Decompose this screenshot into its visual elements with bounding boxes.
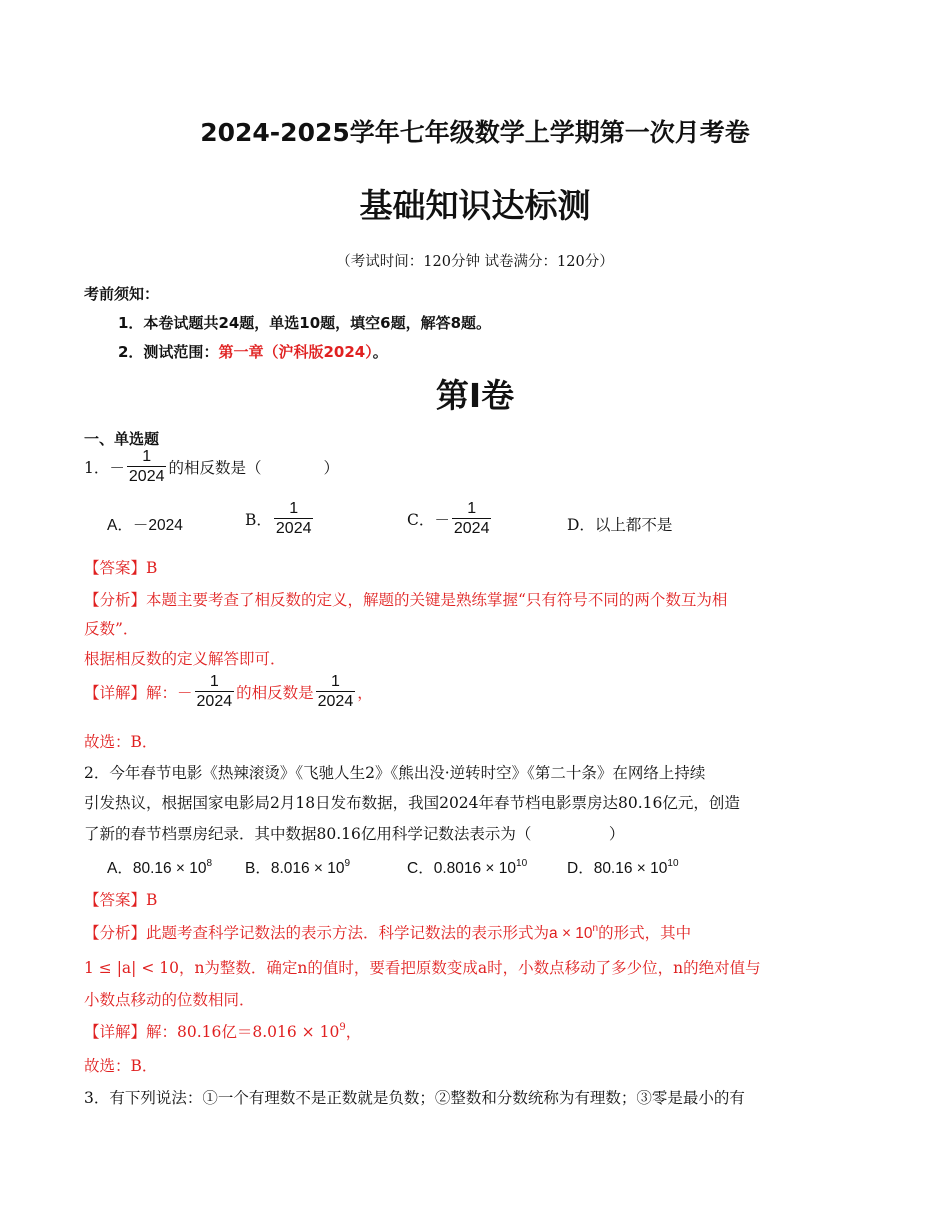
q1-d2-den: 2024	[317, 693, 354, 710]
q1-b-den: 2024	[275, 520, 312, 537]
q1-fraction	[127, 447, 167, 486]
q2-stem-line1: 2．今年春节电影《热辣滚烫》《飞驰人生2》《熊出没·逆转时空》《第二十条》在网络上持续	[84, 764, 706, 782]
q1-frac-num: 1	[142, 448, 152, 465]
q1-analysis-line1: 【分析】本题主要考查了相反数的定义，解题的关键是熟练掌握“只有符号不同的两个数互为相	[84, 591, 728, 609]
q2-option-b-text: B．8.016 × 10	[245, 860, 345, 877]
q1-detail-fraction-2	[316, 672, 356, 711]
q1-option-b-fraction	[274, 499, 314, 538]
q1-detail	[84, 672, 373, 711]
q1-c-den: 2024	[453, 520, 490, 537]
q2-stem-line2: 引发热议，根据国家电影局2月18日发布数据，我国2024年春节档电影票房达80.16亿元，创造	[84, 794, 740, 812]
q1-option-a: A．－2024	[107, 517, 183, 534]
q2-option-c-text: C．0.8016 × 10	[407, 860, 517, 877]
notice-heading: 考前须知：	[84, 285, 160, 303]
q1-detail-prefix: 【详解】解：－	[84, 683, 193, 702]
q1-c-num: 1	[467, 500, 477, 517]
q3-stem-line1: 3．有下列说法：①一个有理数不是正数就是负数；②整数和分数统称为有理数；③零是最小的有	[84, 1089, 745, 1107]
q1-option-c-fraction	[452, 499, 492, 538]
notice-item-2	[118, 341, 388, 362]
q1-option-c	[407, 499, 493, 538]
q1-option-b-label: B．	[245, 510, 272, 529]
q2-option-d-exp: 10	[667, 858, 679, 869]
q1-answer: 【答案】B	[84, 559, 158, 577]
notice-item-2-suffix: 。	[372, 343, 388, 361]
q1-detail-fraction-1	[195, 672, 235, 711]
q2-option-a-text: A．80.16 × 10	[107, 860, 207, 877]
notice-scope: 第一章（沪科版2024）	[218, 343, 373, 361]
q1-frac-den: 2024	[128, 468, 165, 485]
q2-detail-a: 【详解】解：80.16亿＝8.016 × 10	[84, 1023, 340, 1041]
exam-title: 2024-2025学年七年级数学上学期第一次月考卷	[200, 118, 750, 147]
q2-detail	[84, 1020, 361, 1042]
volume-heading: 第Ⅰ卷	[435, 376, 515, 415]
section-heading: 一、单选题	[84, 430, 160, 448]
exam-info: （考试时间：120分钟 试卷满分：120分）	[336, 254, 614, 270]
q2-analysis-exp: n	[592, 923, 599, 934]
q1-d1-num: 1	[209, 673, 219, 690]
q2-stem-line3: 了新的春节档票房纪录．其中数据80.16亿用科学记数法表示为（ ）	[84, 825, 625, 843]
q2-option-d-text: D．80.16 × 10	[567, 860, 668, 877]
q2-option-c	[407, 856, 527, 878]
q1-detail-tail: ，	[357, 683, 373, 702]
exam-subtitle: 基础知识达标测	[359, 186, 591, 225]
q2-analysis-line2: 1 ≤ |a| < 10，n为整数．确定n的值时，要看把原数变成a时，小数点移动了多少位，n的绝对值与	[84, 959, 761, 977]
q1-option-d: D．以上都不是	[567, 516, 673, 534]
q1-option-b	[245, 499, 315, 538]
q2-analysis-b: 的形式，其中	[598, 924, 692, 942]
q1-b-num: 1	[289, 500, 299, 517]
q1-stem	[84, 447, 339, 486]
q1-option-c-label: C．－	[407, 510, 450, 529]
notice-item-2-prefix: 2．测试范围：	[118, 343, 219, 361]
q1-minus: －	[109, 459, 125, 477]
q1-stem-tail: 的相反数是（ ）	[168, 458, 339, 477]
notice-item-1: 1．本卷试题共24题，单选10题，填空6题，解答8题。	[118, 314, 492, 332]
q2-option-b-exp: 9	[344, 858, 351, 869]
q2-choose: 故选：B．	[84, 1057, 158, 1075]
q1-number: 1．	[84, 458, 110, 477]
q2-analysis-math: a × 10	[549, 925, 593, 942]
q1-analysis-line2: 反数”．	[84, 620, 139, 638]
q2-option-a	[107, 856, 212, 878]
q2-analysis-a: 【分析】此题考查科学记数法的表示方法．科学记数法的表示形式为	[84, 924, 550, 942]
q2-option-d	[567, 856, 679, 878]
q1-d2-num: 1	[330, 673, 340, 690]
q2-detail-exp: 9	[339, 1022, 346, 1033]
q1-d1-den: 2024	[196, 693, 233, 710]
q2-analysis-line3: 小数点移动的位数相同．	[84, 991, 255, 1009]
q1-detail-mid: 的相反数是	[236, 683, 314, 702]
q2-option-b	[245, 856, 350, 878]
q2-detail-b: ，	[345, 1023, 362, 1041]
q2-option-c-exp: 10	[516, 858, 528, 869]
q2-option-a-exp: 8	[206, 858, 213, 869]
q2-analysis-line1	[84, 921, 691, 943]
q1-analysis-line3: 根据相反数的定义解答即可．	[84, 650, 286, 668]
q1-choose: 故选：B．	[84, 733, 158, 751]
q2-answer: 【答案】B	[84, 891, 158, 909]
